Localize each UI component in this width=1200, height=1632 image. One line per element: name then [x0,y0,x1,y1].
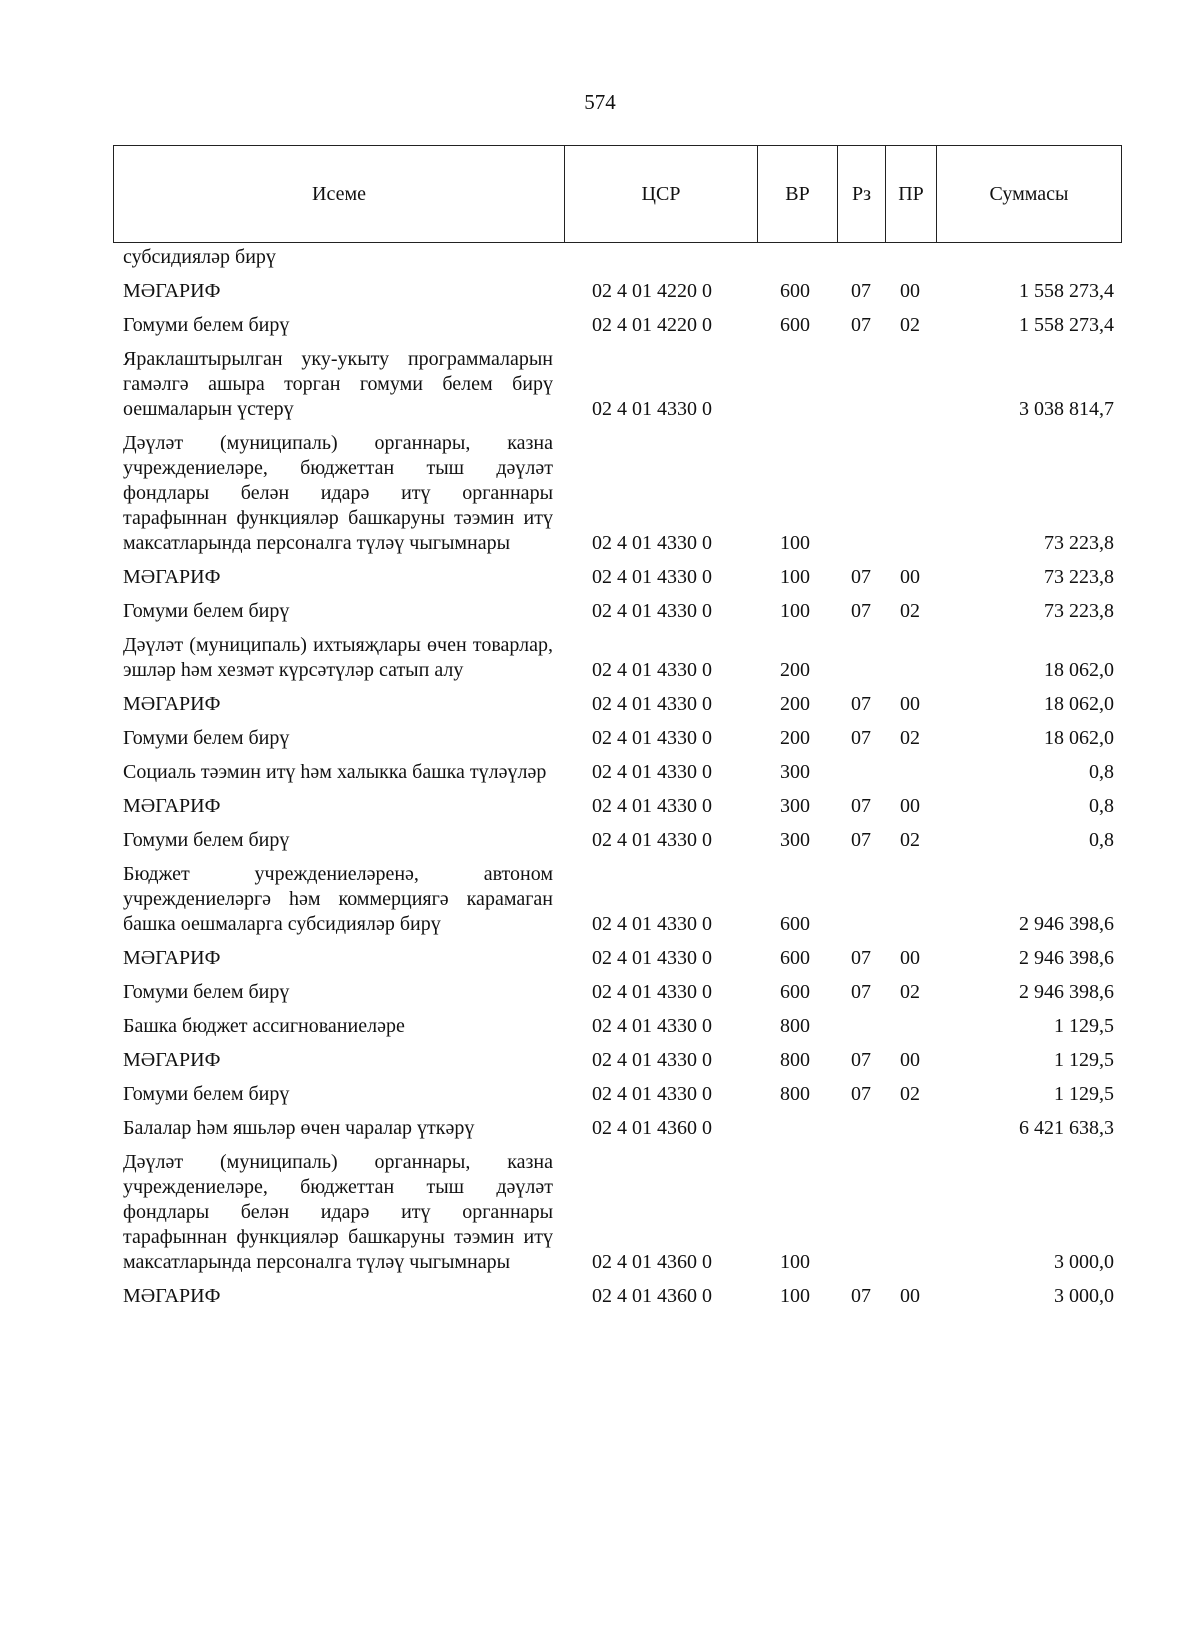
row-sum: 2 946 398,6 [1019,947,1114,969]
row-name: МӘГАРИФ [123,795,221,817]
row-rz: 07 [851,280,871,302]
table-row [0,1116,1200,1141]
row-sum: 2 946 398,6 [1019,913,1114,935]
table-row [0,828,1200,853]
row-sum: 6 421 638,3 [1019,1117,1114,1139]
row-rz: 07 [851,1083,871,1105]
row-csr: 02 4 01 4330 0 [592,947,712,969]
row-pr: 00 [900,1285,920,1307]
row-vr: 100 [780,566,810,588]
row-name: Башка бюджет ассигнованиеләре [123,1015,405,1037]
table-header [113,145,1122,243]
row-name: Гомуми белем бирү [123,981,290,1003]
table-row [0,245,1200,270]
row-csr: 02 4 01 4330 0 [592,659,712,681]
table-body [0,243,1200,1309]
row-sum: 0,8 [1089,761,1114,783]
table-row [0,431,1200,556]
row-vr: 100 [780,1285,810,1307]
row-csr: 02 4 01 4330 0 [592,761,712,783]
row-pr: 02 [900,981,920,1003]
row-csr: 02 4 01 4220 0 [592,280,712,302]
row-rz: 07 [851,795,871,817]
row-sum: 2 946 398,6 [1019,981,1114,1003]
row-vr: 300 [780,761,810,783]
row-csr: 02 4 01 4330 0 [592,727,712,749]
row-csr: 02 4 01 4330 0 [592,913,712,935]
row-csr: 02 4 01 4330 0 [592,566,712,588]
row-sum: 3 000,0 [1054,1285,1114,1307]
row-name: Гомуми белем бирү [123,727,290,749]
row-sum: 1 129,5 [1054,1015,1114,1037]
table-row [0,1014,1200,1039]
row-vr: 200 [780,659,810,681]
row-sum: 3 000,0 [1054,1251,1114,1273]
row-vr: 100 [780,600,810,622]
header-pr: ПР [886,146,937,242]
table-row [0,1048,1200,1073]
row-vr: 800 [780,1049,810,1071]
row-sum: 1 558 273,4 [1019,314,1114,336]
row-csr: 02 4 01 4330 0 [592,1083,712,1105]
row-name: Яраклаштырылган уку-укыту программаларын гамәлгә ашыра торган гомуми белем бирү оешмаларын үстерү [123,348,553,420]
table-row [0,760,1200,785]
row-pr: 02 [900,1083,920,1105]
row-vr: 600 [780,947,810,969]
row-name: Гомуми белем бирү [123,600,290,622]
row-name: Гомуми белем бирү [123,829,290,851]
row-name: Бюджет учреждениеләренә, автоном учреждениеләргә һәм коммерциягә карамаган башка оешмаларга субсидияләр бирү [123,863,553,935]
row-vr: 600 [780,280,810,302]
table-row [0,565,1200,590]
row-rz: 07 [851,947,871,969]
row-vr: 200 [780,727,810,749]
table-row [0,946,1200,971]
row-vr: 300 [780,795,810,817]
row-csr: 02 4 01 4360 0 [592,1285,712,1307]
row-pr: 00 [900,947,920,969]
row-name: МӘГАРИФ [123,1285,221,1307]
row-csr: 02 4 01 4330 0 [592,398,712,420]
row-pr: 02 [900,829,920,851]
table-row [0,279,1200,304]
page-number: 574 [584,90,616,114]
row-rz: 07 [851,829,871,851]
row-pr: 02 [900,314,920,336]
row-sum: 1 129,5 [1054,1083,1114,1105]
row-name: Гомуми белем бирү [123,1083,290,1105]
header-rz: Рз [838,146,886,242]
table-row [0,980,1200,1005]
row-name: Дәүләт (муниципаль) органнары, казна учреждениеләре, бюджеттан тыш дәүләт фондлары белән идарә итү органнары тарафыннан функцияләр башкаруны тәэмин итү максатларында персоналга түләү чыгымнары [123,432,553,554]
row-csr: 02 4 01 4330 0 [592,795,712,817]
row-sum: 18 062,0 [1044,693,1114,715]
row-sum: 0,8 [1089,829,1114,851]
header-name: Исеме [114,146,565,242]
row-csr: 02 4 01 4360 0 [592,1251,712,1273]
row-pr: 02 [900,727,920,749]
header-sum: Суммасы [989,182,1069,205]
row-vr: 600 [780,913,810,935]
row-rz: 07 [851,981,871,1003]
row-csr: 02 4 01 4330 0 [592,693,712,715]
row-rz: 07 [851,1049,871,1071]
table-row [0,633,1200,683]
table-row [0,794,1200,819]
row-sum: 1 129,5 [1054,1049,1114,1071]
row-vr: 100 [780,532,810,554]
row-pr: 00 [900,566,920,588]
row-name: Балалар һәм яшьләр өчен чаралар үткәрү [123,1117,475,1139]
row-sum: 73 223,8 [1044,566,1114,588]
row-name: МӘГАРИФ [123,693,221,715]
row-vr: 300 [780,829,810,851]
row-name: МӘГАРИФ [123,566,221,588]
table-row [0,862,1200,937]
row-csr: 02 4 01 4360 0 [592,1117,712,1139]
row-vr: 800 [780,1015,810,1037]
row-rz: 07 [851,314,871,336]
row-csr: 02 4 01 4330 0 [592,829,712,851]
row-rz: 07 [851,600,871,622]
row-vr: 600 [780,314,810,336]
row-name: субсидияләр бирү [123,246,276,268]
table-row [0,726,1200,751]
row-sum: 1 558 273,4 [1019,280,1114,302]
row-vr: 800 [780,1083,810,1105]
row-pr: 02 [900,600,920,622]
table-row [0,1150,1200,1275]
row-vr: 100 [780,1251,810,1273]
row-sum: 3 038 814,7 [1019,398,1114,420]
row-name: МӘГАРИФ [123,947,221,969]
table-row [0,1082,1200,1107]
row-pr: 00 [900,693,920,715]
row-vr: 600 [780,981,810,1003]
row-pr: 00 [900,795,920,817]
row-sum: 18 062,0 [1044,659,1114,681]
row-rz: 07 [851,1285,871,1307]
row-rz: 07 [851,566,871,588]
row-name: МӘГАРИФ [123,280,221,302]
table-row [0,599,1200,624]
table-row [0,692,1200,717]
row-csr: 02 4 01 4330 0 [592,1049,712,1071]
row-rz: 07 [851,693,871,715]
row-vr: 200 [780,693,810,715]
row-name: Гомуми белем бирү [123,314,290,336]
row-name: МӘГАРИФ [123,1049,221,1071]
row-sum: 0,8 [1089,795,1114,817]
table-row [0,1284,1200,1309]
table-row [0,347,1200,422]
row-csr: 02 4 01 4330 0 [592,532,712,554]
row-sum: 73 223,8 [1044,600,1114,622]
row-name: Дәүләт (муниципаль) ихтыяҗлары өчен товарлар, эшләр һәм хезмәт күрсәтүләр сатып алу [123,634,553,681]
row-name: Социаль тәэмин итү һәм халыкка башка түләүләр [123,761,547,783]
row-csr: 02 4 01 4330 0 [592,600,712,622]
header-csr: ЦСР [565,146,758,242]
row-pr: 00 [900,280,920,302]
row-name: Дәүләт (муниципаль) органнары, казна учреждениеләре, бюджеттан тыш дәүләт фондлары белән идарә итү органнары тарафыннан функцияләр башкаруны тәэмин итү максатларында персоналга түләү чыгымнары [123,1151,553,1273]
row-sum: 73 223,8 [1044,532,1114,554]
row-csr: 02 4 01 4330 0 [592,981,712,1003]
header-vr: ВР [758,146,838,242]
row-pr: 00 [900,1049,920,1071]
row-csr: 02 4 01 4220 0 [592,314,712,336]
row-csr: 02 4 01 4330 0 [592,1015,712,1037]
table-row [0,313,1200,338]
row-sum: 18 062,0 [1044,727,1114,749]
row-rz: 07 [851,727,871,749]
